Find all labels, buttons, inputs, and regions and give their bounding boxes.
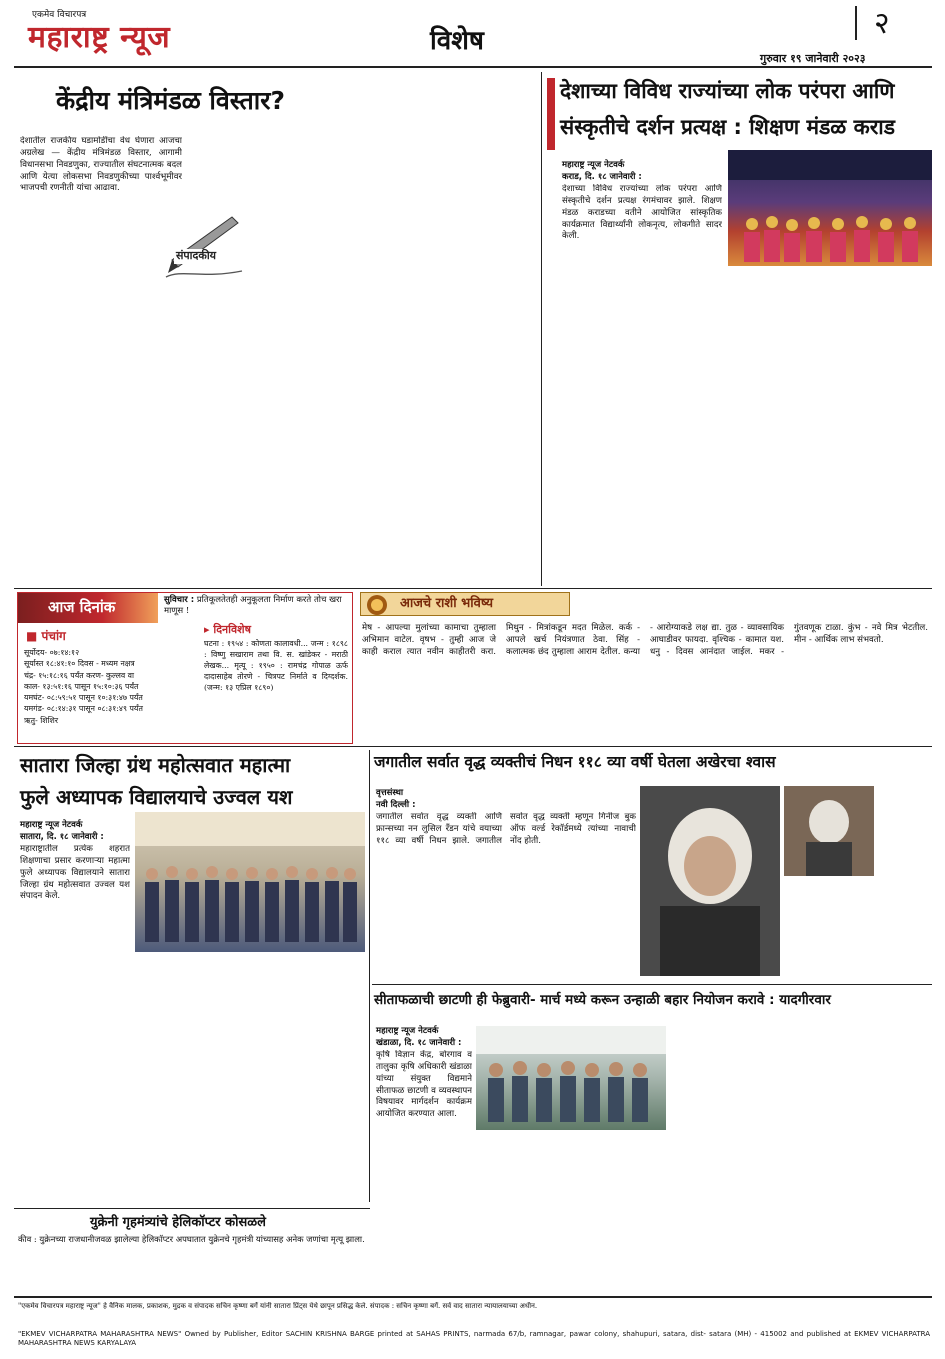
rashi-title: आजचे राशी भविष्य	[400, 596, 494, 611]
editorial-col-1b	[20, 245, 170, 295]
page-number: २	[874, 6, 890, 41]
satara-vrule	[369, 750, 370, 1202]
culture-headline-line1: देशाच्या विविध राज्यांच्या लोक परंपरा आणि	[560, 79, 895, 103]
culture-headline-accent	[547, 78, 555, 150]
masthead-name: महाराष्ट्र न्यूज	[28, 20, 171, 55]
oldest-byline: वृत्तसंस्था	[376, 788, 404, 798]
panchang-title-text: पंचांग	[41, 629, 66, 643]
dinvishesh-title-text: दिनविशेष	[213, 623, 251, 636]
satara-text: महाराष्ट्रातील प्रत्येक शहरात शिक्षणाचा प्रसार करणाऱ्या महात्मा फुले अध्यापक विद्यालयाने सातारा जिल्हा ग्रंथ महोत्सवात उज्वल यश संपादन केले.	[20, 844, 130, 902]
panchang-title	[26, 629, 66, 645]
masthead-rule	[14, 66, 932, 68]
ukraine-headline: युक्रेनी गृहमंत्र्यांचे हेलिकॉप्टर कोसळले	[90, 1215, 266, 1230]
satara-byline: महाराष्ट्र न्यूज नेटवर्क	[20, 820, 83, 830]
panchang-bullet-icon: ■	[26, 629, 42, 643]
sitaphal-photo	[476, 1026, 666, 1130]
sitaphal-byline: महाराष्ट्र न्यूज नेटवर्क	[376, 1026, 439, 1036]
sitaphal-headline: सीताफळाची छाटणी ही फेब्रुवारी- मार्च मध्ये करून उन्हाळी बहार नियोजन करावे : यादगीरवार	[374, 992, 831, 1008]
suvichar-label: सुविचार :	[164, 595, 195, 605]
dinvishesh-title	[204, 623, 251, 638]
sitaphal-dateline: खंडाळा, दि. १८ जानेवारी :	[376, 1038, 462, 1048]
editorial-col-3	[352, 80, 530, 583]
panchang-row: काल- १३:५१:१६ पासून १५:१०:३६ पर्यंत	[24, 681, 139, 691]
editorial-col-1: देशातील राजकीय घडामोडींचा वेध घेणारा आजचा अग्रलेख — केंद्रीय मंत्रिमंडळ विस्तार, आगामी विधानसभा निवडणुका, राज्यातील संघटनात्मक बदल आणि येत्या लोकसभा निवडणुकीच्या पार्श्वभूमीवर भाजपची रणनीती यांचा आढावा.	[20, 136, 182, 194]
panchang-row: यमघंट- ०८:५९:५१ पासून १०:३१:४७ पर्यंत	[24, 693, 143, 703]
editorial-headline: केंद्रीय मंत्रिमंडळ विस्तार?	[56, 86, 285, 115]
oldest-bottom-rule	[372, 984, 932, 985]
ukraine-top-rule	[14, 1208, 370, 1209]
culture-byline: महाराष्ट्र न्यूज नेटवर्क	[562, 160, 625, 170]
culture-photo	[728, 150, 932, 266]
satara-dateline: सातारा, दि. १८ जानेवारी :	[20, 832, 104, 842]
rashi-section	[360, 592, 932, 742]
satara-photo	[135, 812, 365, 952]
oldest-photo	[640, 786, 780, 976]
row2-bottom-rule	[14, 746, 932, 747]
editorial-logo-label: संपादकीय	[176, 249, 217, 262]
section-title: विशेष	[430, 26, 484, 56]
sitaphal-text-2	[476, 1134, 666, 1202]
editorial-col-2	[186, 130, 346, 583]
panchang-row: चंद्र- १५:१८:१६ पर्यंत करण- कुल्लव वा	[24, 670, 135, 680]
footer-line2: "EKMEV VICHARPATRA MAHARASHTRA NEWS" Owned by Publisher, Editor SACHIN KRISHNA BARGE printed at SAHAS PRINTS, narmada 67/b, ramnagar, pawar colony, shahupuri, satara, dist- satara (MH) - 415002 and published at EKMEV VICHARPATRA MAHARASHTRA NEWS KARYALAYA	[18, 1330, 930, 1348]
rashi-text: मेष - आपल्या मुलांच्या कामाचा तुम्हाला अभिमान वाटेल. वृषभ - तुम्ही आज जे काही कराल त्यात नवीन काहीतरी करा. मिथुन - मित्रांकडून मदत मिळेल. कर्क - आपले खर्च नियंत्रणात ठेवा. सिंह - कलात्मक छंद तुम्हाला आराम देतील. कन्या - आरोग्याकडे लक्ष द्या. तुळ - व्यावसायिक आघाडीवर फायदा. वृश्चिक - कामात यश. धनु - दिवस आनंदात जाईल. मकर - गुंतवणूक टाळा. कुंभ - नवे मित्र भेटतील. मीन - आर्थिक लाभ संभवतो.	[362, 623, 928, 658]
culture-headline-line2: संस्कृतीचे दर्शन प्रत्यक्ष : शिक्षण मंडळ कराड	[560, 115, 895, 139]
panchang-list	[24, 647, 200, 726]
culture-dateline: कराड, दि. १८ जानेवारी :	[562, 172, 642, 182]
oldest-text-2	[784, 880, 932, 980]
footer-line1: "एकमेव विचारपत्र महाराष्ट्र न्यूज" हे वैनिक मालक, प्रकाशक, मुद्रक व संपादक सचिन कृष्णा बर्गे यांनी सातारा प्रिंट्स येथे छापून प्रसिद्ध केले. संपादक : सचिन कृष्णा बर्गे. सर्व वाद सातारा न्यायालयाच्या अधीन.	[18, 1302, 538, 1310]
aaj-dinank-title: आज दिनांक	[48, 598, 116, 616]
suvichar	[164, 595, 350, 617]
oldest-headline: जगातील सर्वात वृद्ध व्यक्तीचं निधन ११८ व्या वर्षी घेतला अखेरचा श्वास	[374, 753, 776, 771]
issue-date: गुरुवार १९ जानेवारी २०२३	[760, 52, 866, 65]
ukraine-text: कीव : युक्रेनच्या राजधानीजवळ झालेल्या हेलिकॉप्टर अपघातात युक्रेनचे गृहमंत्री यांच्यासह अनेक जणांचा मृत्यू झाला.	[18, 1234, 365, 1244]
satara-headline-line2: फुले अध्यापक विद्यालयाचे उज्वल यश	[20, 785, 293, 809]
suvichar-text: प्रतिकूलतेतही अनुकूलता निर्माण करते तोच खरा माणूस !	[164, 595, 342, 617]
sitaphal-text-3	[670, 1026, 798, 1202]
satara-headline-line1: सातारा जिल्हा ग्रंथ महोत्सवात महात्मा	[20, 753, 291, 777]
culture-col-1: देशाच्या विविध राज्यांच्या लोक परंपरा आणि संस्कृतीचे दर्शन प्रत्यक्ष रंगमंचावर झाले. शिक्षण मंडळ कराडच्या वतीने आयोजित सांस्कृतिक कार्यक्रमात विद्यार्थ्यांनी लोकनृत्य, लोकगीते सादर केली.	[562, 184, 722, 242]
page-number-divider	[855, 6, 857, 40]
sitaphal-text: कृषि विज्ञान केंद्र, बोरगाव व तालुका कृषि अधिकारी खंडाळा यांच्या संयुक्त विद्यमाने सीताफळ छाटणी व व्यवस्थापन विषयावर मार्गदर्शन कार्यक्रम आयोजित करण्यात आला.	[376, 1050, 472, 1120]
sitaphal-text-4	[802, 1026, 932, 1202]
culture-col-2	[728, 270, 826, 584]
row1-bottom-rule	[14, 588, 932, 589]
dinvishesh-bullet-icon: ▸	[204, 623, 214, 636]
satara-text-3	[253, 956, 365, 1194]
editorial-vrule	[541, 72, 542, 586]
panchang-row: यमगंड- ०८:१४:३१ पासून ०८:३१:४९ पर्यंत	[24, 704, 143, 714]
panchang-row: ऋतु- शिशिर	[24, 715, 59, 725]
footer-top-rule	[14, 1296, 932, 1298]
oldest-text: जगातील सर्वात वृद्ध व्यक्ती आणि फ्रान्सच्या नन लुसिल रँडन यांचे वयाच्या ११८ व्या वर्षी निधन झाले. जगातील सर्वात वृद्ध व्यक्ती म्हणून गिनीज बुक ऑफ वर्ल्ड रेकॉर्डमध्ये त्यांच्या नावाची नोंद होती.	[376, 812, 636, 846]
aaj-dinank-banner	[18, 593, 158, 623]
panchang-row: सूर्योदय- ०७:१४:१२	[24, 648, 80, 657]
oldest-photo-2	[784, 786, 874, 876]
aaj-dinank-box	[17, 592, 353, 744]
zodiac-wheel-icon	[366, 594, 388, 616]
culture-col-3	[830, 270, 932, 584]
masthead-tagline: एकमेव विचारपत्र	[32, 10, 87, 20]
dinvishesh-text: घटना : १९५४ : कोणता कालावधी... जन्म : १८९८ : विष्णु सखाराम तथा वि. स. खांडेकर - मराठी लेखक... मृत्यू : १९५० : रामचंद्र गोपाळ ऊर्फ दादासाहेब तोरणे - चित्रपट निर्माते व दिग्दर्शक. (जन्म: १३ एप्रिल १८९०)	[204, 639, 348, 692]
oldest-dateline: नवी दिल्ली :	[376, 800, 416, 810]
satara-text-2	[135, 956, 249, 1194]
editorial-col-1c	[20, 296, 182, 583]
panchang-row: सूर्यास्त १८:४१:१० दिवस - मध्यम नक्षत्र	[24, 659, 135, 669]
